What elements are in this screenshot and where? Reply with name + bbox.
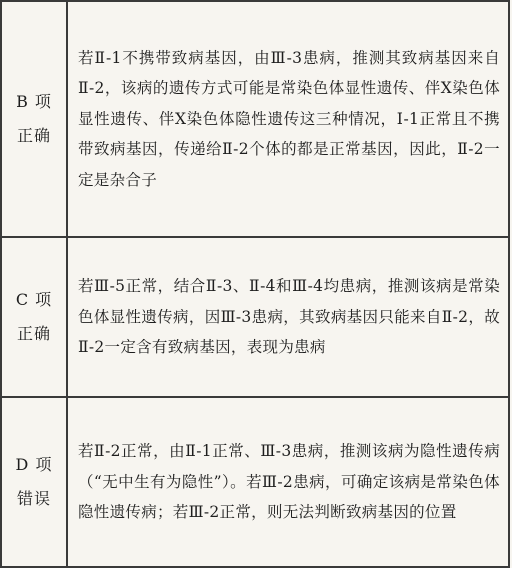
option-label-cell	[1, 1, 67, 237]
option-verdict: 错误	[16, 489, 51, 508]
option-label-cell	[1, 397, 67, 567]
option-explanation: 若Ⅲ-5正常，结合Ⅱ-3、Ⅱ-4和Ⅲ-4均患病，推测该病是常染色体显性遗传病，因Ⅲ-3患病，其致病基因只能来自Ⅱ-2，故Ⅱ-2一定含有致病基因，表现为患病	[67, 237, 509, 397]
option-label-cell	[1, 237, 67, 397]
table-row-option-c	[1, 237, 509, 397]
option-label: C 项	[15, 290, 53, 309]
option-explanation: 若Ⅱ-2正常，由Ⅱ-1正常、Ⅲ-3患病，推测该病为隐性遗传病（“无中生有为隐性”）。若Ⅲ-2患病，可确定该病是常染色体隐性遗传病；若Ⅲ-2正常，则无法判断致病基因的位置	[67, 397, 509, 567]
option-verdict: 正确	[16, 126, 51, 145]
option-verdict: 正确	[16, 324, 51, 343]
table-row-option-b	[1, 1, 509, 237]
option-label: B 项	[16, 92, 52, 111]
option-explanation: 若Ⅱ-1不携带致病基因，由Ⅲ-3患病，推测其致病基因来自Ⅱ-2，该病的遗传方式可能是常染色体显性遗传、伴X染色体显性遗传、伴X染色体隐性遗传这三种情况，Ⅰ-1正常且不携带致病基因，传递给Ⅱ-2个体的都是正常基因，因此，Ⅱ-2一定是杂合子	[67, 1, 509, 237]
option-label: D 项	[15, 455, 53, 474]
table-row-option-d	[1, 397, 509, 567]
